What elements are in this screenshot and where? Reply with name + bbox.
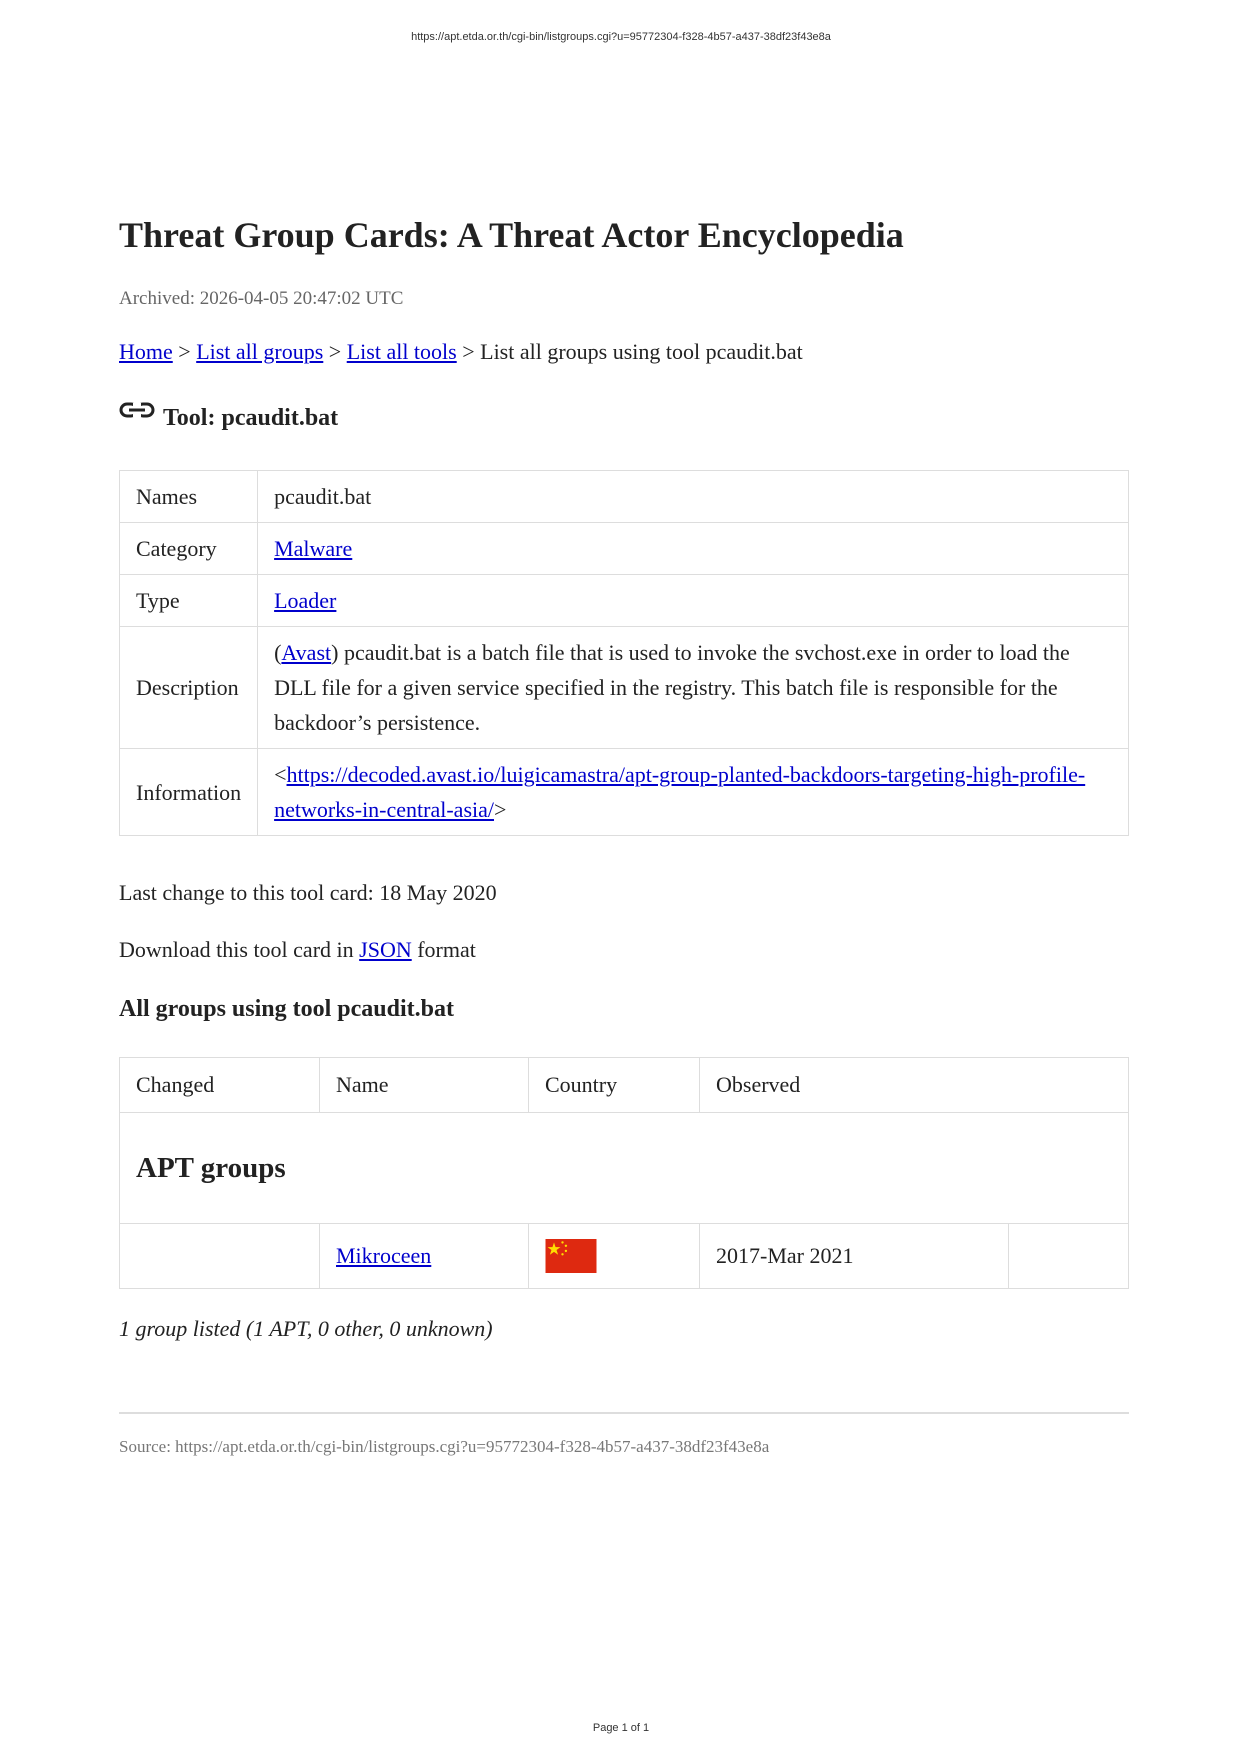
country-cell xyxy=(529,1224,700,1289)
group-mikroceen-link[interactable]: Mikroceen xyxy=(336,1243,432,1268)
names-label: Names xyxy=(120,471,258,523)
download-suffix: format xyxy=(411,937,476,962)
information-close-bracket: > xyxy=(494,797,507,822)
changed-cell xyxy=(120,1224,320,1289)
table-row xyxy=(120,575,1129,627)
column-header-name: Name xyxy=(320,1058,529,1113)
category-cell xyxy=(258,523,1129,575)
category-malware-link[interactable]: Malware xyxy=(274,536,353,561)
column-header-observed: Observed xyxy=(700,1058,1129,1113)
table-row xyxy=(120,523,1129,575)
category-label: Category xyxy=(120,523,258,575)
link-icon xyxy=(119,397,155,425)
download-prefix: Download this tool card in xyxy=(119,937,360,962)
information-avast-url-link[interactable]: https://decoded.avast.io/luigicamastra/apt-group-planted-backdoors-targeting-high-profile-networks-in-central-asia/ xyxy=(274,762,1086,822)
description-cell xyxy=(258,627,1129,749)
table-row xyxy=(120,749,1129,836)
section-row xyxy=(120,1113,1129,1224)
table-row xyxy=(120,627,1129,749)
archived-timestamp: Archived: 2026-04-05 20:47:02 UTC xyxy=(119,288,404,309)
information-label: Information xyxy=(120,749,258,836)
column-header-changed: Changed xyxy=(120,1058,320,1113)
download-line xyxy=(119,937,476,963)
section-title: APT groups xyxy=(136,1151,286,1184)
breadcrumb-home-link[interactable]: Home xyxy=(119,339,173,364)
names-value: pcaudit.bat xyxy=(258,471,1129,523)
description-avast-link[interactable]: Avast xyxy=(281,640,332,665)
type-label: Type xyxy=(120,575,258,627)
name-cell xyxy=(320,1224,529,1289)
information-cell xyxy=(258,749,1129,836)
tool-heading-text: Tool: pcaudit.bat xyxy=(163,405,339,431)
breadcrumb-list-tools-link[interactable]: List all tools xyxy=(346,339,457,364)
tool-heading xyxy=(119,405,338,432)
description-label: Description xyxy=(120,627,258,749)
table-row xyxy=(120,471,1129,523)
type-cell xyxy=(258,575,1129,627)
table-header-row xyxy=(120,1058,1129,1113)
breadcrumb-list-groups-link[interactable]: List all groups xyxy=(196,339,324,364)
last-change-text: Last change to this tool card: 18 May 2020 xyxy=(119,880,497,905)
page-number: Page 1 of 1 xyxy=(592,1722,650,1734)
source-url: Source: https://apt.etda.or.th/cgi-bin/listgroups.cgi?u=95772304-f328-4b57-a437-38df23f43e8a xyxy=(119,1437,770,1456)
site-title: Threat Group Cards: A Threat Actor Encyclopedia xyxy=(119,215,904,255)
observed-cell: 2017-Mar 2021 xyxy=(700,1224,1009,1289)
table-row xyxy=(120,1224,1129,1289)
description-paren: ( xyxy=(274,640,282,665)
type-loader-link[interactable]: Loader xyxy=(274,588,337,613)
groups-heading: All groups using tool pcaudit.bat xyxy=(119,996,454,1022)
tool-card-table xyxy=(119,470,1129,836)
apt-groups-section xyxy=(120,1113,1129,1224)
breadcrumb-separator: > xyxy=(323,339,347,364)
breadcrumb xyxy=(119,339,803,365)
download-json-link[interactable]: JSON xyxy=(359,937,412,962)
horizontal-divider xyxy=(119,1412,1129,1414)
groups-summary: 1 group listed (1 APT, 0 other, 0 unknown) xyxy=(119,1316,493,1341)
print-header-url: https://apt.etda.or.th/cgi-bin/listgroups.cgi?u=95772304-f328-4b57-a437-38df23f43e8a xyxy=(411,31,831,43)
column-header-country: Country xyxy=(529,1058,700,1113)
breadcrumb-current: > List all groups using tool pcaudit.bat xyxy=(456,339,803,364)
breadcrumb-separator: > xyxy=(172,339,197,364)
description-text: ) pcaudit.bat is a batch file that is used to invoke the svchost.exe in order to load the DLL file for a given service specified in the registry. This batch file is responsible for the backdoor’s persistence. xyxy=(274,640,1070,735)
groups-table xyxy=(119,1057,1129,1289)
extra-cell xyxy=(1009,1224,1129,1289)
information-open-bracket: < xyxy=(274,762,287,787)
china-flag-icon xyxy=(545,1239,597,1273)
